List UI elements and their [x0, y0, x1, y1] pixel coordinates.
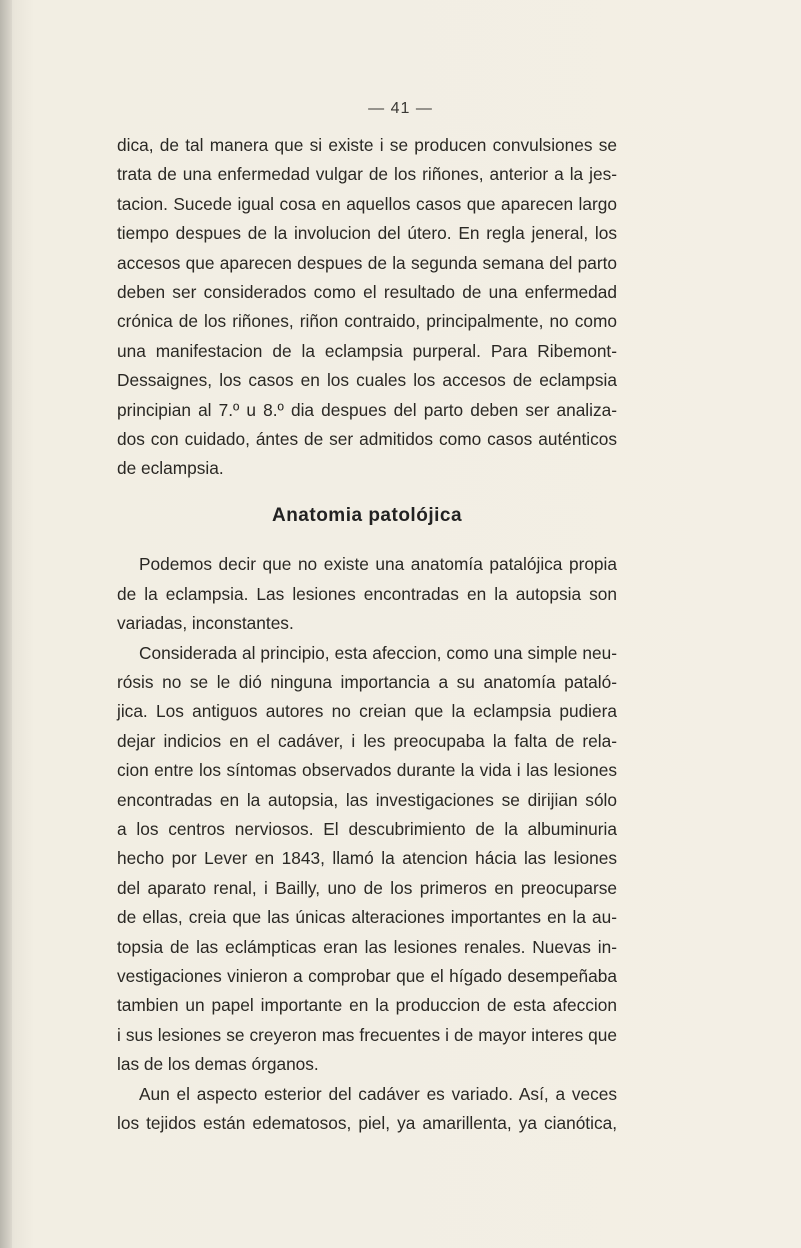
binding-edge — [0, 0, 12, 1248]
text-line: encontradas en la autopsia, las investigaciones se dirijian sólo — [117, 789, 617, 810]
text-line: rósis no se le dió ninguna importancia a su anatomía pataló- — [117, 671, 617, 692]
text-line: tacion. Sucede igual cosa en aquellos casos que aparecen largo — [117, 193, 617, 214]
text-line: las de los demas órganos. — [117, 1054, 319, 1075]
text-line: del aparato renal, i Bailly, uno de los primeros en preocuparse — [117, 877, 617, 898]
text-line: principian al 7.º u 8.º dia despues del parto deben ser analiza- — [117, 399, 617, 420]
text-line: i sus lesiones se creyeron mas frecuentes i de mayor interes que — [117, 1024, 617, 1045]
body-text — [117, 131, 617, 1138]
paragraph-1 — [117, 131, 617, 484]
text-line: de la eclampsia. Las lesiones encontradas en la autopsia son — [117, 583, 617, 604]
text-line: los tejidos están edematosos, piel, ya amarillenta, ya cianótica, — [117, 1113, 617, 1133]
text-line: hecho por Lever en 1843, llamó la atencion hácia las lesiones — [117, 848, 617, 869]
text-line: de eclampsia. — [117, 458, 224, 479]
text-line: Considerada al principio, esta afeccion, como una simple neu- — [139, 642, 617, 663]
text-line: a los centros nerviosos. El descubrimiento de la albuminuria — [117, 818, 617, 839]
text-line: tiempo despues de la involucion del útero. En regla jeneral, los — [117, 223, 617, 244]
text-line: cion entre los síntomas observados durante la vida i las lesiones — [117, 760, 617, 781]
text-line: dejar indicios en el cadáver, i les preocupaba la falta de rela- — [117, 730, 617, 751]
text-line: dos con cuidado, ántes de ser admitidos como casos auténticos — [117, 429, 617, 450]
paragraph-2 — [117, 550, 617, 638]
text-line: crónica de los riñones, riñon contraido, principalmente, no como — [117, 311, 617, 332]
text-line: deben ser considerados como el resultado de una enfermedad — [117, 282, 617, 303]
text-line: Dessaignes, los casos en los cuales los accesos de eclampsia — [117, 370, 617, 391]
text-line: una manifestacion de la eclampsia purperal. Para Ribemont- — [117, 340, 617, 361]
text-line: de ellas, creia que las únicas alteraciones importantes en la au- — [117, 907, 617, 928]
text-line: variadas, inconstantes. — [117, 613, 294, 634]
text-line: Podemos decir que no existe una anatomía patalójica propia — [139, 554, 617, 575]
text-line: jica. Los antiguos autores no creian que la eclampsia pudiera — [117, 701, 617, 722]
page-number: — 41 — — [368, 100, 433, 117]
text-line: vestigaciones vinieron a comprobar que el hígado desempeñaba — [117, 965, 617, 986]
paragraph-4 — [117, 1080, 617, 1139]
paragraph-3 — [117, 639, 617, 1080]
text-line: topsia de las eclámpticas eran las lesiones renales. Nuevas in- — [117, 936, 617, 957]
text-line: Aun el aspecto esterior del cadáver es variado. Así, a veces — [139, 1083, 617, 1104]
text-line: tambien un papel importante en la produccion de esta afeccion — [117, 995, 617, 1016]
text-line: dica, de tal manera que si existe i se producen convulsiones se — [117, 135, 617, 155]
text-line: accesos que aparecen despues de la segunda semana del parto — [117, 252, 617, 273]
section-heading: Anatomia patolójica — [271, 504, 463, 526]
text-line: trata de una enfermedad vulgar de los riñones, anterior a la jes- — [117, 164, 617, 185]
